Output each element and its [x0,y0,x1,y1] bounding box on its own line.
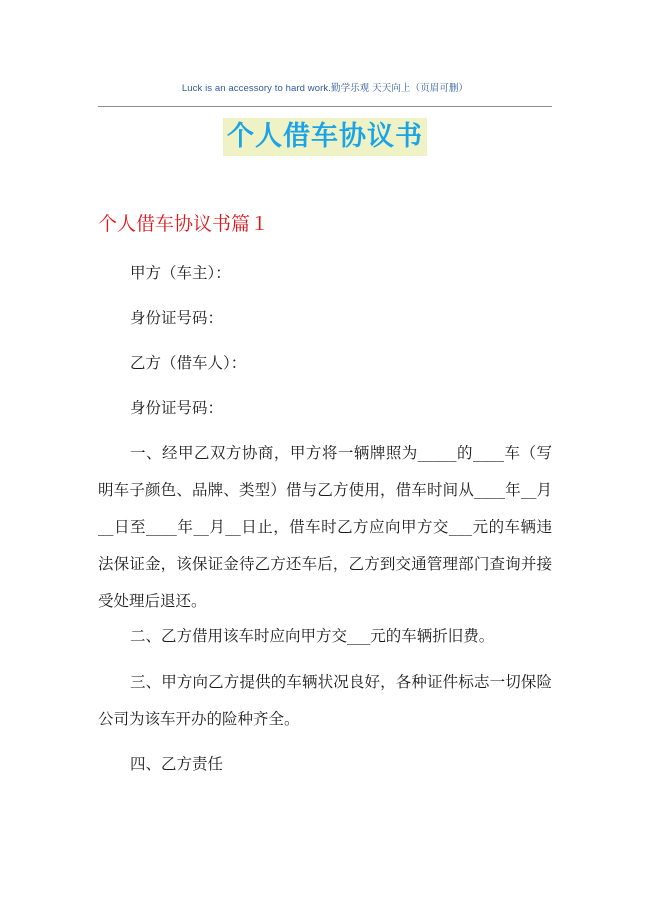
paragraph-party-a-id: 身份证号码： [130,309,224,327]
paragraph-clause-3: 三、甲方向乙方提供的车辆状况良好，各种证件标志一切保险公司为该车开办的险种齐全。 [98,673,552,728]
paragraph-party-a: 甲方（车主）： [130,264,231,282]
paragraph-clause-1: 一、经甲乙双方协商，甲方将一辆牌照为_____的____车（写明车子颜色、品牌、类型）借与乙方使用，借车时间从____年__月__日至____年__月__日止，借车时乙方应向甲方交___元的车辆违法保证金，该保证金待乙方还车后，乙方到交通管理部门查询并接受处理后退还。 [98,444,552,610]
section-heading: 个人借车协议书篇１ [98,213,270,235]
paragraph-clause-2: 二、乙方借用该车时应向甲方交___元的车辆折旧费。 [130,627,495,645]
header-divider [98,106,552,107]
title-container [0,118,650,156]
document-title: 个人借车协议书 [223,118,427,156]
paragraph-party-b-id: 身份证号码： [130,399,224,417]
paragraph-party-b: 乙方（借车人）： [130,354,247,372]
page-header-text: Luck is an accessory to hard work.勤学乐观 天天向上（页眉可删） [181,83,469,94]
paragraph-clause-4: 四、乙方责任 [130,755,224,773]
